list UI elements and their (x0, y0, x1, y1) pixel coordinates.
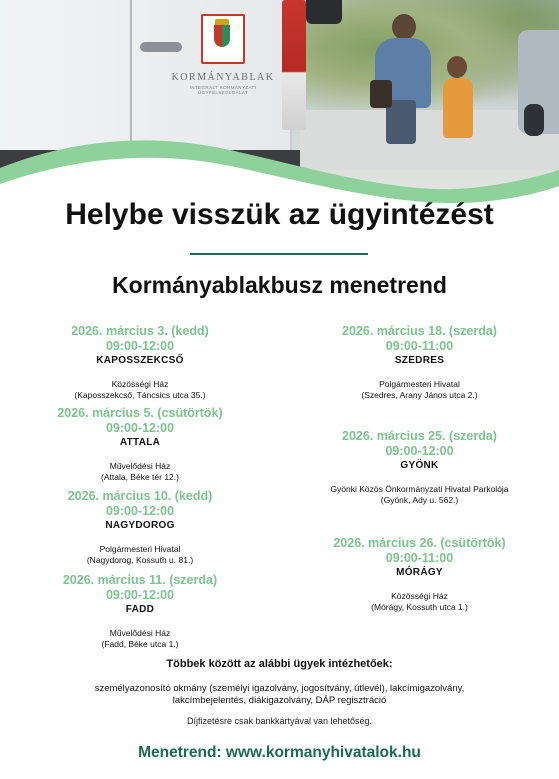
schedule-title: Kormányablakbusz menetrend (112, 272, 447, 298)
footer-website[interactable]: Menetrend: www.kormanyhivatalok.hu (138, 744, 421, 761)
schedule-entry (280, 536, 559, 613)
entry-date: 2026. március 18. (szerda) (342, 324, 497, 338)
entry-place: FADD (125, 604, 155, 615)
entry-address: (Nagydorog, Kossuth u. 81.) (86, 555, 194, 565)
schedule-entry (0, 573, 280, 650)
main-headline: Helybe visszük az ügyintézést (65, 198, 494, 231)
entry-place: KAPOSSZEKCSŐ (96, 355, 184, 366)
entry-time: 09:00-12:00 (105, 421, 175, 435)
pedestrian-bag (370, 80, 392, 108)
shield-icon (214, 25, 230, 47)
entry-venue: Közösségi Ház (111, 379, 169, 389)
entry-place: ATTALA (119, 437, 161, 448)
entry-date: 2026. március 25. (szerda) (342, 429, 497, 443)
entry-time: 09:00-12:00 (105, 588, 175, 602)
services-line: személyazonosító okmány (személyi igazolvány, jogosítvány, útlevél), lakcímigazolvány, (94, 683, 465, 694)
entry-venue: Művelődési Ház (109, 628, 171, 638)
entry-date: 2026. március 10. (kedd) (67, 489, 213, 503)
entry-place: NAGYDOROG (105, 520, 175, 531)
schedule-entry (0, 406, 280, 483)
entry-time: 09:00-11:00 (385, 339, 454, 353)
entry-place: GYÖNK (400, 460, 439, 471)
logo-brand-name: KORMÁNYABLAK (171, 72, 275, 83)
entry-date: 2026. március 3. (kedd) (71, 324, 209, 338)
services-list (40, 683, 519, 707)
entry-venue: Közösségi Ház (391, 591, 448, 601)
entry-time: 09:00-12:00 (385, 444, 454, 458)
entry-address: (Gyönk, Ady u. 562.) (380, 495, 459, 505)
pedestrian-man-head (392, 14, 416, 40)
entry-venue: Gyönki Közös Önkormányzati Hivatal Parkolója (330, 484, 509, 494)
entry-address: (Fadd, Béke utca 1.) (101, 639, 179, 649)
schedule-entry (0, 324, 280, 401)
entry-place: MÓRÁGY (396, 567, 443, 578)
entry-address: (Szedres, Arany János utca 2.) (361, 390, 478, 400)
services-title: Többek között az alábbi ügyek intézhetőek: (166, 658, 393, 670)
entry-venue: Művelődési Ház (109, 461, 171, 471)
entry-venue: Polgármesteri Hivatal (379, 379, 460, 389)
entry-venue: Polgármesteri Hivatal (99, 544, 181, 554)
entry-date: 2026. március 26. (csütörtök) (333, 536, 506, 550)
entry-address: (Mórágy, Kossuth utca 1.) (371, 602, 468, 612)
kormanyablak-logo (168, 14, 278, 95)
schedule-entry (280, 324, 559, 401)
entry-place: SZEDRES (394, 355, 445, 366)
schedule-entry (280, 429, 559, 506)
coat-of-arms-icon (201, 14, 245, 64)
logo-tagline: INTEGRÁLT KORMÁNYZATI ÜGYFÉLSZOLGÁLAT (189, 85, 257, 95)
payment-note: Díjfizetésre csak bankkártyával van lehetőség. (186, 716, 373, 726)
services-line: lakcímbejelentés, diákigazolvány, DÁP regisztráció (172, 695, 387, 706)
schedule-entry (0, 489, 280, 566)
entry-time: 09:00-12:00 (105, 504, 175, 518)
entry-address: (Attala, Béke tér 12.) (101, 472, 179, 482)
entry-time: 09:00-11:00 (385, 551, 454, 565)
van-mirror (306, 0, 342, 24)
headline-divider (190, 253, 368, 255)
entry-date: 2026. március 11. (szerda) (62, 573, 218, 587)
entry-address: (Kaposszekcső, Táncsics utca 35.) (74, 390, 206, 400)
entry-time: 09:00-12:00 (105, 339, 175, 353)
entry-date: 2026. március 5. (csütörtök) (57, 406, 223, 420)
pedestrian-child-head (447, 56, 467, 78)
